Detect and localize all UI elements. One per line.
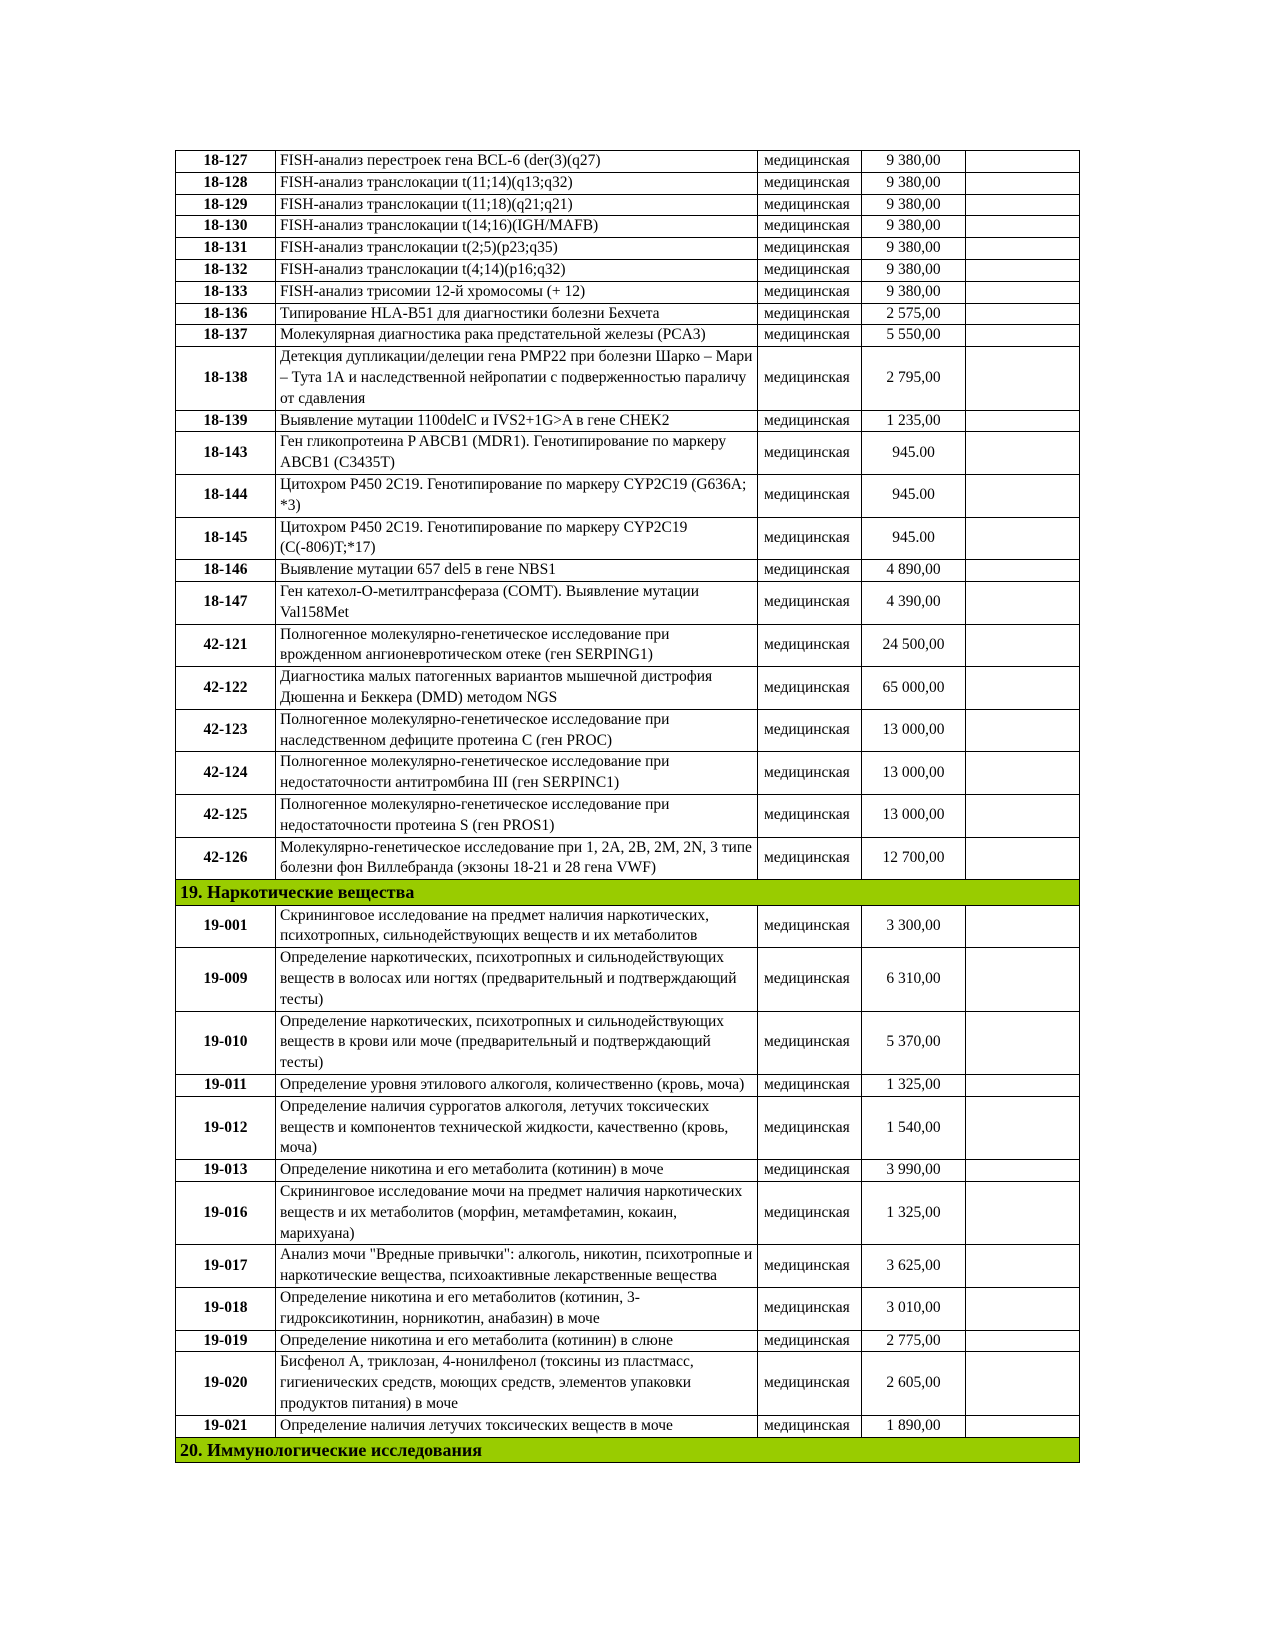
service-code: 18-144 [176,474,276,517]
service-price: 1 235,00 [862,410,966,432]
service-category: медицинская [758,905,862,948]
table-row [176,259,1080,281]
empty-cell [966,238,1080,260]
table-row [176,1287,1080,1330]
service-price: 2 605,00 [862,1352,966,1415]
service-code: 19-016 [176,1181,276,1244]
table-row [176,281,1080,303]
table-row [176,752,1080,795]
service-price: 65 000,00 [862,667,966,710]
section-title: 19. Наркотические вещества [176,880,1080,906]
service-code: 18-128 [176,172,276,194]
service-category: медицинская [758,1181,862,1244]
price-list-table [175,150,1080,1463]
service-name: Молекулярная диагностика рака предстательной железы (PCA3) [276,325,758,347]
service-code: 18-133 [176,281,276,303]
table-row [176,1352,1080,1415]
service-name: Выявление мутации 1100delC и IVS2+1G>A в гене CHEK2 [276,410,758,432]
service-name: Определение наличия суррогатов алкоголя, летучих токсических веществ и компонентов технической жидкости, качественно (кровь, моча) [276,1096,758,1159]
service-name: Определение никотина и его метаболита (котинин) в моче [276,1160,758,1182]
service-category: медицинская [758,303,862,325]
empty-cell [966,347,1080,410]
service-category: медицинская [758,259,862,281]
empty-cell [966,1160,1080,1182]
service-category: медицинская [758,410,862,432]
table-row [176,474,1080,517]
service-category: медицинская [758,667,862,710]
empty-cell [966,432,1080,475]
empty-cell [966,410,1080,432]
service-name: Цитохром P450 2C19. Генотипирование по маркеру CYP2C19 (G636A; *3) [276,474,758,517]
service-code: 18-129 [176,194,276,216]
empty-cell [966,474,1080,517]
section-header-row [176,880,1080,906]
service-code: 19-017 [176,1245,276,1288]
empty-cell [966,1287,1080,1330]
service-category: медицинская [758,151,862,173]
service-price: 13 000,00 [862,709,966,752]
table-row [176,172,1080,194]
service-name: FISH-анализ транслокации t(4;14)(p16;q32) [276,259,758,281]
empty-cell [966,1352,1080,1415]
service-code: 18-145 [176,517,276,560]
service-code: 42-124 [176,752,276,795]
table-row [176,794,1080,837]
empty-cell [966,172,1080,194]
service-category: медицинская [758,581,862,624]
empty-cell [966,1181,1080,1244]
service-price: 9 380,00 [862,216,966,238]
service-code: 19-021 [176,1415,276,1437]
empty-cell [966,325,1080,347]
service-category: медицинская [758,709,862,752]
service-price: 9 380,00 [862,151,966,173]
service-code: 42-123 [176,709,276,752]
service-price: 1 890,00 [862,1415,966,1437]
service-name: FISH-анализ транслокации t(14;16)(IGH/MAFB) [276,216,758,238]
service-code: 42-126 [176,837,276,880]
service-price: 12 700,00 [862,837,966,880]
service-price: 945.00 [862,517,966,560]
service-category: медицинская [758,1415,862,1437]
service-code: 18-143 [176,432,276,475]
table-row [176,1011,1080,1074]
service-price: 9 380,00 [862,238,966,260]
service-category: медицинская [758,1330,862,1352]
service-name: Скрининговое исследование на предмет наличия наркотических, психотропных, сильнодействующих веществ и их метаболитов [276,905,758,948]
service-code: 19-010 [176,1011,276,1074]
service-name: Диагностика малых патогенных вариантов мышечной дистрофия Дюшенна и Беккера (DMD) методом NGS [276,667,758,710]
price-list-body [176,151,1080,1463]
empty-cell [966,667,1080,710]
service-price: 5 370,00 [862,1011,966,1074]
service-code: 18-139 [176,410,276,432]
service-code: 19-018 [176,1287,276,1330]
service-price: 1 325,00 [862,1181,966,1244]
service-code: 19-013 [176,1160,276,1182]
service-code: 42-125 [176,794,276,837]
table-row [176,581,1080,624]
service-price: 24 500,00 [862,624,966,667]
service-price: 9 380,00 [862,172,966,194]
table-row [176,410,1080,432]
service-name: FISH-анализ перестроек гена BCL-6 (der(3)(q27) [276,151,758,173]
service-code: 18-147 [176,581,276,624]
service-price: 1 325,00 [862,1074,966,1096]
service-name: Определение наркотических, психотропных и сильнодействующих веществ в крови или моче (предварительный и подтверждающий тесты) [276,1011,758,1074]
service-code: 18-130 [176,216,276,238]
service-name: Типирование HLA-B51 для диагностики болезни Бехчета [276,303,758,325]
service-name: Определение наркотических, психотропных и сильнодействующих веществ в волосах или ногтях (предварительный и подтверждающий тесты) [276,948,758,1011]
service-price: 3 010,00 [862,1287,966,1330]
service-price: 4 390,00 [862,581,966,624]
empty-cell [966,1245,1080,1288]
table-row [176,216,1080,238]
service-price: 9 380,00 [862,281,966,303]
service-name: Скрининговое исследование мочи на предмет наличия наркотических веществ и их метаболитов (морфин, метамфетамин, кокаин, марихуана) [276,1181,758,1244]
service-price: 3 990,00 [862,1160,966,1182]
service-name: Полногенное молекулярно-генетическое исследование при наследственном дефиците протеина С (ген PROC) [276,709,758,752]
service-price: 945.00 [862,432,966,475]
service-price: 3 300,00 [862,905,966,948]
service-name: Бисфенол А, триклозан, 4-нонилфенол (токсины из пластмасс, гигиенических средств, моющих средств, элементов упаковки продуктов питания) в моче [276,1352,758,1415]
section-title: 20. Иммунологические исследования [176,1437,1080,1463]
service-name: Ген гликопротеина P ABCB1 (MDR1). Генотипирование по маркеру ABCB1 (C3435T) [276,432,758,475]
service-category: медицинская [758,216,862,238]
service-code: 19-001 [176,905,276,948]
service-price: 4 890,00 [862,560,966,582]
service-name: FISH-анализ трисомии 12-й хромосомы (+ 12) [276,281,758,303]
service-category: медицинская [758,794,862,837]
empty-cell [966,624,1080,667]
service-name: Определение уровня этилового алкоголя, количественно (кровь, моча) [276,1074,758,1096]
service-code: 18-131 [176,238,276,260]
empty-cell [966,837,1080,880]
service-name: Выявление мутации 657 del5 в гене NBS1 [276,560,758,582]
service-code: 42-122 [176,667,276,710]
empty-cell [966,752,1080,795]
empty-cell [966,517,1080,560]
empty-cell [966,1074,1080,1096]
service-name: Анализ мочи "Вредные привычки": алкоголь, никотин, психотропные и наркотические вещества, психоактивные лекарственные вещества [276,1245,758,1288]
service-price: 5 550,00 [862,325,966,347]
service-price: 2 775,00 [862,1330,966,1352]
service-price: 6 310,00 [862,948,966,1011]
service-category: медицинская [758,238,862,260]
table-row [176,948,1080,1011]
service-category: медицинская [758,281,862,303]
service-category: медицинская [758,432,862,475]
empty-cell [966,794,1080,837]
section-header-row [176,1437,1080,1463]
service-category: медицинская [758,948,862,1011]
service-code: 19-011 [176,1074,276,1096]
service-category: медицинская [758,1160,862,1182]
service-name: Полногенное молекулярно-генетическое исследование при врожденном ангионевротическом отеке (ген SERPING1) [276,624,758,667]
service-category: медицинская [758,1287,862,1330]
table-row [176,238,1080,260]
service-category: медицинская [758,347,862,410]
service-name: FISH-анализ транслокации t(2;5)(p23;q35) [276,238,758,260]
service-price: 13 000,00 [862,794,966,837]
empty-cell [966,709,1080,752]
service-category: медицинская [758,194,862,216]
service-code: 19-019 [176,1330,276,1352]
empty-cell [966,303,1080,325]
service-category: медицинская [758,517,862,560]
service-price: 3 625,00 [862,1245,966,1288]
service-category: медицинская [758,624,862,667]
service-name: Молекулярно-генетическое исследование при 1, 2A, 2B, 2M, 2N, 3 типе болезни фон Виллебранда (экзоны 18-21 и 28 гена VWF) [276,837,758,880]
service-code: 18-127 [176,151,276,173]
table-row [176,837,1080,880]
service-name: Определение наличия летучих токсических веществ в моче [276,1415,758,1437]
service-name: Полногенное молекулярно-генетическое исследование при недостаточности протеина S (ген PROS1) [276,794,758,837]
empty-cell [966,560,1080,582]
service-category: медицинская [758,752,862,795]
service-code: 18-132 [176,259,276,281]
service-code: 18-138 [176,347,276,410]
table-row [176,432,1080,475]
service-category: медицинская [758,1245,862,1288]
service-price: 9 380,00 [862,194,966,216]
table-row [176,709,1080,752]
service-category: медицинская [758,1096,862,1159]
service-name: Полногенное молекулярно-генетическое исследование при недостаточности антитромбина III (ген SERPINC1) [276,752,758,795]
table-row [176,303,1080,325]
service-category: медицинская [758,560,862,582]
table-row [176,1245,1080,1288]
service-name: Детекция дупликации/делеции гена PMP22 при болезни Шарко – Мари – Тута 1А и наследственной нейропатии с подверженностью параличу от сдавления [276,347,758,410]
service-code: 18-146 [176,560,276,582]
table-row [176,1415,1080,1437]
table-row [176,1181,1080,1244]
empty-cell [966,259,1080,281]
service-category: медицинская [758,1074,862,1096]
table-row [176,1096,1080,1159]
empty-cell [966,151,1080,173]
table-row [176,151,1080,173]
table-row [176,1074,1080,1096]
empty-cell [966,1011,1080,1074]
service-name: Ген катехол-О-метилтрансфераза (COMT). Выявление мутации Val158Met [276,581,758,624]
service-price: 2 795,00 [862,347,966,410]
service-price: 1 540,00 [862,1096,966,1159]
service-name: FISH-анализ транслокации t(11;18)(q21;q21) [276,194,758,216]
empty-cell [966,581,1080,624]
empty-cell [966,281,1080,303]
table-row [176,517,1080,560]
empty-cell [966,1330,1080,1352]
service-category: медицинская [758,837,862,880]
service-price: 2 575,00 [862,303,966,325]
table-row [176,1330,1080,1352]
service-code: 19-020 [176,1352,276,1415]
empty-cell [966,194,1080,216]
empty-cell [966,905,1080,948]
service-category: медицинская [758,1352,862,1415]
empty-cell [966,948,1080,1011]
table-row [176,667,1080,710]
table-row [176,194,1080,216]
table-row [176,624,1080,667]
empty-cell [966,1415,1080,1437]
service-code: 19-009 [176,948,276,1011]
service-price: 13 000,00 [862,752,966,795]
service-price: 9 380,00 [862,259,966,281]
table-row [176,905,1080,948]
service-category: медицинская [758,1011,862,1074]
service-category: медицинская [758,474,862,517]
empty-cell [966,216,1080,238]
service-name: Определение никотина и его метаболитов (котинин, 3-гидроксикотинин, норникотин, анабазин) в моче [276,1287,758,1330]
service-category: медицинская [758,325,862,347]
service-code: 19-012 [176,1096,276,1159]
empty-cell [966,1096,1080,1159]
table-row [176,347,1080,410]
table-row [176,1160,1080,1182]
table-row [176,325,1080,347]
service-code: 42-121 [176,624,276,667]
table-row [176,560,1080,582]
service-name: Цитохром P450 2C19. Генотипирование по маркеру CYP2C19 (C(-806)T;*17) [276,517,758,560]
service-code: 18-137 [176,325,276,347]
service-name: FISH-анализ транслокации t(11;14)(q13;q32) [276,172,758,194]
service-code: 18-136 [176,303,276,325]
service-category: медицинская [758,172,862,194]
service-name: Определение никотина и его метаболита (котинин) в слюне [276,1330,758,1352]
service-price: 945.00 [862,474,966,517]
